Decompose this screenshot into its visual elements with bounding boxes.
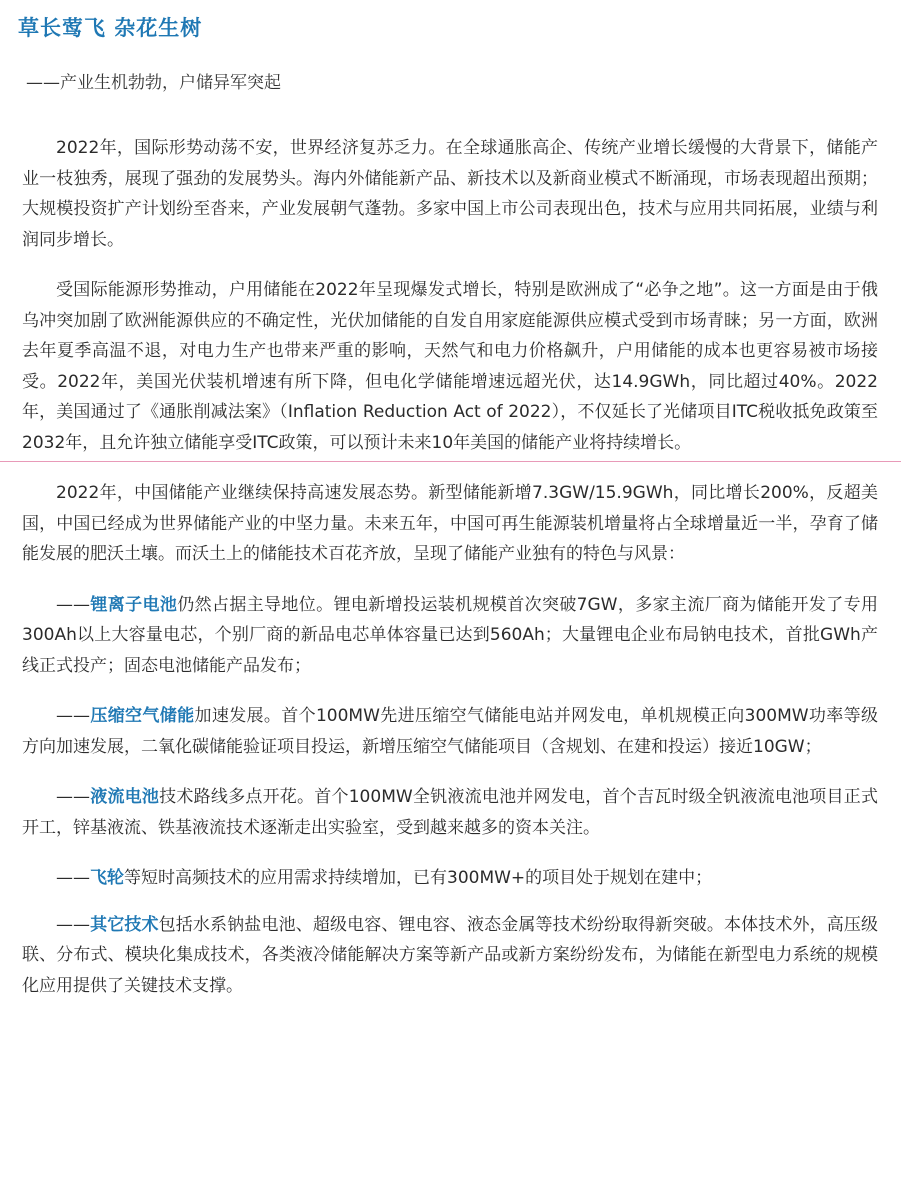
tech-item-name: 液流电池 (90, 787, 160, 807)
tech-item-name: 压缩空气储能 (90, 706, 195, 726)
paragraph-household-storage: 受国际能源形势推动，户用储能在2022年呈现爆发式增长，特别是欧洲成了“必争之地”。这一方面是由于俄乌冲突加剧了欧洲能源供应的不确定性，光伏加储能的自发自用家庭能源供应模式受到市场青睐；另一方面，欧洲去年夏季高温不退，对电力生产也带来严重的影响，天然气和电力价格飙升，户用储能的成本也更容易被市场接受。2022年，美国光伏装机增速有所下降，但电化学储能增速远超光伏，达14.9GWh，同比超过40%。2022年，美国通过了《通胀削减法案》（Inflation Reduction Act of 2022），不仅延长了光储项目ITC税收抵免政策至2032年，且允许独立储能享受ITC政策，可以预计未来10年美国的储能产业将持续增长。 (22, 280, 878, 453)
tech-item-text: 仍然占据主导地位。锂电新增投运装机规模首次突破7GW，多家主流厂商为储能开发了专用300Ah以上大容量电芯，个别厂商的新品电芯单体容量已达到560Ah；大量锂电企业布局钠电技术，首批GWh产线正式投产；固态电池储能产品发布； (22, 594, 879, 676)
tech-item-flow-battery (22, 782, 878, 843)
tech-item-text: 技术路线多点开花。首个100MW全钒液流电池并网发电，首个吉瓦时级全钒液流电池项目正式开工，锌基液流、铁基液流技术逐渐走出实验室，受到越来越多的资本关注。 (22, 787, 878, 838)
tech-item-dash: —— (56, 914, 90, 935)
tech-item-dash: —— (56, 706, 90, 726)
tech-item-dash: —— (56, 787, 90, 807)
tech-item-name: 飞轮 (90, 868, 124, 888)
tech-item-flywheel (22, 863, 878, 894)
section-subtitle: ——产业生机勃勃，户储异军突起 (26, 73, 281, 93)
tech-item-name: 其它技术 (90, 914, 159, 935)
tech-item-other (22, 910, 878, 1002)
section-title: 草长莺飞 杂花生树 (18, 16, 203, 40)
paragraph-china-storage: 2022年，中国储能产业继续保持高速发展态势。新型储能新增7.3GW/15.9GWh，同比增长200%，反超美国，中国已经成为世界储能产业的中坚力量。未来五年，中国可再生能源装机增量将占全球增量近一半，孕育了储能发展的肥沃土壤。而沃土上的储能技术百花齐放，呈现了储能产业独有的特色与风景： (22, 483, 878, 564)
tech-item-dash: —— (56, 868, 90, 888)
tech-item-text: 等短时高频技术的应用需求持续增加，已有300MW+的项目处于规划在建中； (124, 868, 713, 888)
tech-item-dash: —— (56, 594, 90, 615)
article-body (22, 133, 878, 1021)
tech-item-text: 加速发展。首个100MW先进压缩空气储能电站并网发电，单机规模正向300MW功率等级方向加速发展，二氧化碳储能验证项目投运，新增压缩空气储能项目（含规划、在建和投运）接近10GW； (22, 706, 878, 757)
tech-item-compressed-air (22, 701, 878, 762)
tech-item-text: 包括水系钠盐电池、超级电容、锂电容、液态金属等技术纷纷取得新突破。本体技术外，高压级联、分布式、模块化集成技术，各类液冷储能解决方案等新产品或新方案纷纷发布，为储能在新型电力系统的规模化应用提供了关键技术支撑。 (22, 914, 879, 996)
tech-item-name: 锂离子电池 (90, 594, 178, 615)
paragraph-intro: 2022年，国际形势动荡不安，世界经济复苏乏力。在全球通胀高企、传统产业增长缓慢的大背景下，储能产业一枝独秀，展现了强劲的发展势头。海内外储能新产品、新技术以及新商业模式不断涌现，市场表现超出预期；大规模投资扩产计划纷至沓来，产业发展朝气蓬勃。多家中国上市公司表现出色，技术与应用共同拓展，业绩与利润同步增长。 (22, 138, 878, 250)
tech-item-lithium (22, 590, 878, 682)
